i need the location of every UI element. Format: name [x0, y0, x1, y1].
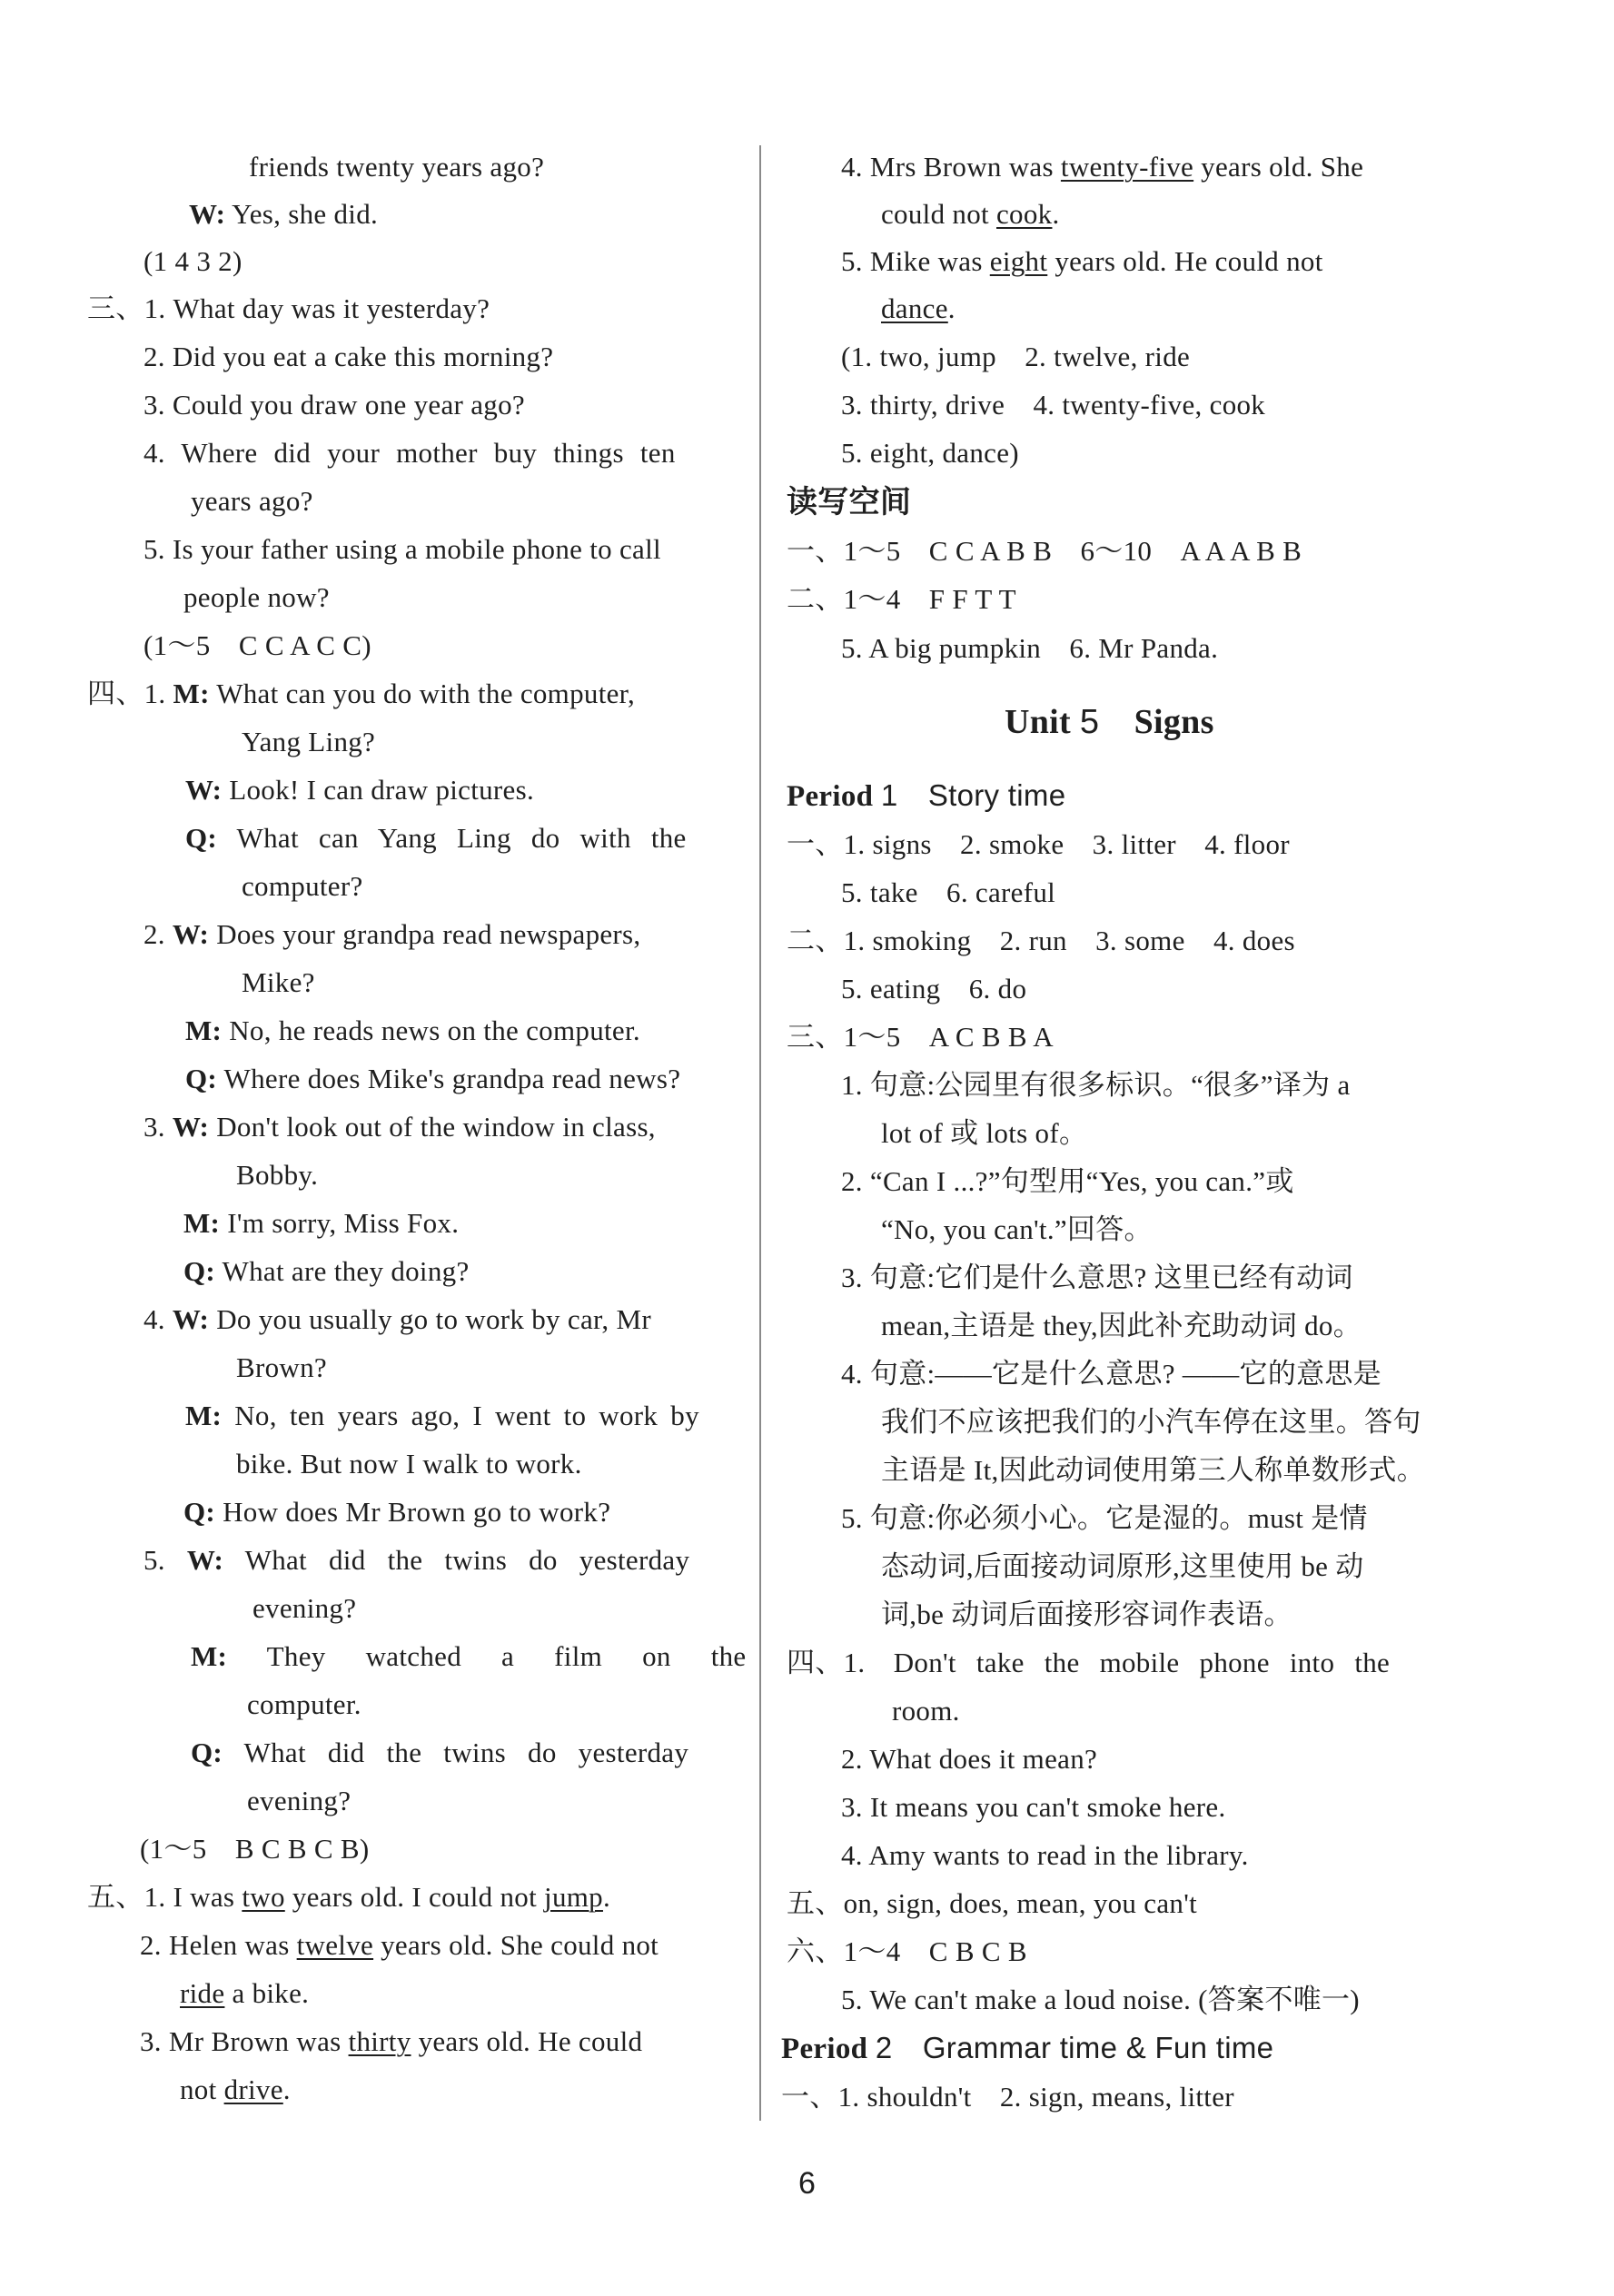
answer-line: 二、1. smoking 2. run 3. some 4. does [787, 925, 1295, 956]
answer-sequence: 5. eight, dance) [841, 437, 1019, 469]
answer-line: 2. What does it mean? [841, 1743, 1098, 1775]
question-item: 2. Did you eat a cake this morning? [144, 341, 554, 372]
answer-line: 5. We can't make a loud noise. (答案不唯一) [841, 1984, 1360, 2015]
page-number: 6 [798, 2166, 816, 2201]
text-line: people now? [183, 581, 330, 613]
dialogue-line: Q: What are they doing? [183, 1255, 470, 1287]
dialogue-line: Q: What can Yang Ling do with the [185, 822, 687, 854]
dialogue-line: 四、1. M: What can you do with the computer, [87, 678, 636, 709]
explanation-line: mean,主语是 they,因此补充助动词 do。 [881, 1310, 1362, 1341]
answer-sequence: (1～5 C C A C C) [144, 629, 371, 661]
text-line: not drive. [180, 2073, 291, 2105]
dialogue-line: 2. W: Does your grandpa read newspapers, [144, 918, 641, 950]
answer-line: 一、1. signs 2. smoke 3. litter 4. floor [787, 828, 1290, 860]
explanation-line: 3. 句意:它们是什么意思? 这里已经有动词 [841, 1262, 1353, 1293]
text-line: Bobby. [236, 1159, 319, 1191]
dialogue-line: M: No, he reads news on the computer. [185, 1014, 640, 1046]
question-item: 4. Where did your mother buy things ten [144, 437, 676, 469]
dialogue-line: 5. W: What did the twins do yesterday [144, 1544, 690, 1576]
dialogue-line: Q: How does Mr Brown go to work? [183, 1496, 611, 1528]
explanation-line: 4. 句意:——它是什么意思? ——它的意思是 [841, 1358, 1382, 1390]
text-line: could not cook. [881, 198, 1060, 230]
answer-line: 5. eating 6. do [841, 973, 1027, 1004]
unit-title: Unit 5 Signs [1005, 703, 1214, 741]
question-item: 5. Mike was eight years old. He could not [841, 245, 1323, 277]
question-item: 4. Mrs Brown was twenty-five years old. She [841, 151, 1364, 183]
text-line: Brown? [236, 1351, 327, 1383]
text-line: evening? [252, 1592, 357, 1624]
text-line: bike. But now I walk to work. [236, 1448, 582, 1480]
answer-sequence: 三、1～5 A C B B A [787, 1021, 1054, 1053]
column-divider [759, 145, 761, 2121]
answer-sequence: (1. two, jump 2. twelve, ride [841, 341, 1191, 372]
explanation-line: 态动词,后面接动词原形,这里使用 be 动 [881, 1550, 1364, 1582]
answer-line: 四、1. Don't take the mobile phone into the [787, 1647, 1391, 1678]
answer-line: 一、1. shouldn't 2. sign, means, litter [781, 2081, 1234, 2113]
question-item: 三、1. What day was it yesterday? [87, 292, 490, 324]
text-line: friends twenty years ago? [249, 151, 545, 183]
text-line: computer? [242, 870, 363, 902]
answer-sequence: 5. A big pumpkin 6. Mr Panda. [841, 632, 1219, 664]
question-item: 五、1. I was two years old. I could not jump. [87, 1881, 611, 1913]
text-line: Mike? [242, 966, 315, 998]
dialogue-line: Q: Where does Mike's grandpa read news? [185, 1063, 681, 1094]
text-line: years ago? [191, 485, 313, 517]
period-heading: Period 1 Story time [787, 778, 1066, 813]
dialogue-line: W: Look! I can draw pictures. [185, 774, 535, 806]
period-heading: Period 2 Grammar time & Fun time [781, 2031, 1274, 2065]
text-line: Yang Ling? [242, 726, 376, 757]
answer-line: 4. Amy wants to read in the library. [841, 1839, 1249, 1871]
answer-line: 3. It means you can't smoke here. [841, 1791, 1226, 1823]
dialogue-line: M: No, ten years ago, I went to work by [185, 1400, 699, 1431]
text-line: room. [892, 1695, 960, 1727]
dialogue-line: 3. W: Don't look out of the window in class, [144, 1111, 656, 1143]
explanation-line: 5. 句意:你必须小心。它是湿的。must 是情 [841, 1502, 1368, 1534]
text-line: ride a bike. [180, 1977, 310, 2009]
explanation-line: 2. “Can I ...?”句型用“Yes, you can.”或 [841, 1165, 1294, 1197]
dialogue-line: Q: What did the twins do yesterday [191, 1737, 689, 1768]
explanation-line: 词,be 动词后面接形容词作表语。 [881, 1598, 1292, 1630]
answer-line: 5. take 6. careful [841, 876, 1056, 908]
explanation-line: 我们不应该把我们的小汽车停在这里。答句 [881, 1406, 1421, 1438]
dialogue-line: M: I'm sorry, Miss Fox. [183, 1207, 460, 1239]
dialogue-line: W: Yes, she did. [189, 198, 379, 230]
answer-sequence: 六、1～4 C B C B [787, 1935, 1027, 1967]
dialogue-line: 4. W: Do you usually go to work by car, Mr [144, 1303, 651, 1335]
answer-sequence: 一、1～5 C C A B B 6～10 A A A B B [787, 535, 1302, 567]
answer-sequence: 二、1～4 F F T T [787, 583, 1016, 615]
question-item: 2. Helen was twelve years old. She could not [140, 1929, 659, 1961]
answer-line: 五、on, sign, does, mean, you can't [787, 1887, 1197, 1919]
dialogue-line: M: They watched a film on the [191, 1640, 747, 1672]
answer-sequence: (1 4 3 2) [144, 245, 243, 277]
question-item: 3. Could you draw one year ago? [144, 389, 525, 421]
explanation-line: “No, you can't.”回答。 [881, 1213, 1153, 1245]
text-line: dance. [881, 292, 956, 324]
answer-sequence: (1～5 B C B C B) [140, 1833, 370, 1865]
text-line: evening? [247, 1785, 352, 1816]
answer-sequence: 3. thirty, drive 4. twenty-five, cook [841, 389, 1266, 421]
question-item: 5. Is your father using a mobile phone to call [144, 533, 661, 565]
text-line: computer. [247, 1688, 361, 1720]
explanation-line: 1. 句意:公园里有很多标识。“很多”译为 a [841, 1069, 1351, 1101]
explanation-line: 主语是 It,因此动词使用第三人称单数形式。 [881, 1454, 1426, 1486]
explanation-line: lot of 或 lots of。 [881, 1117, 1088, 1149]
section-heading: 读写空间 [787, 484, 912, 520]
question-item: 3. Mr Brown was thirty years old. He could [140, 2025, 643, 2057]
